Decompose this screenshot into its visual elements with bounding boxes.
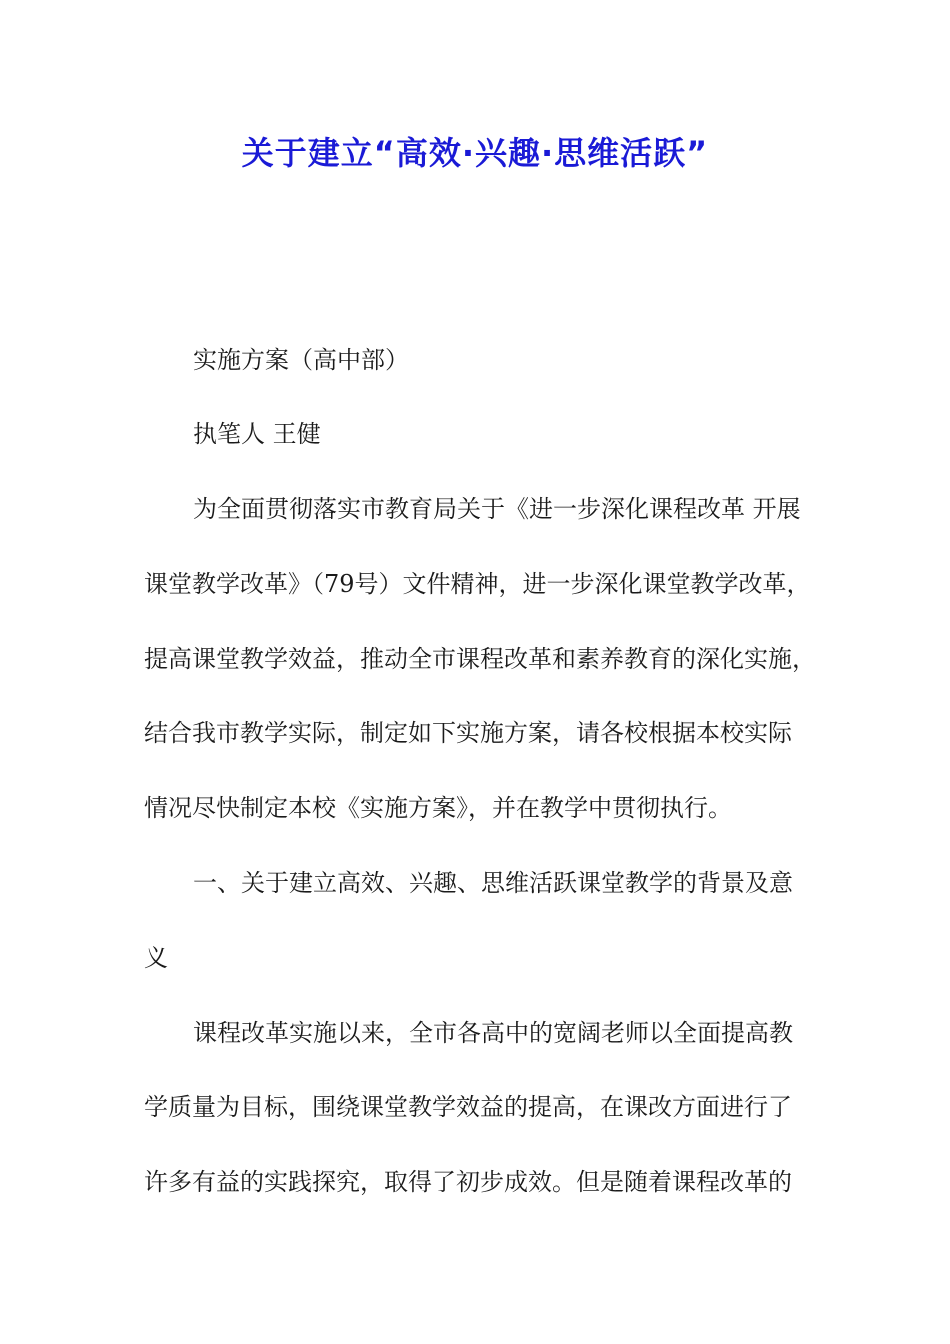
paragraph-line: 为全面贯彻落实市教育局关于《进一步深化课程改革 开展	[193, 495, 801, 523]
paragraph-line: 课程改革实施以来，全市各高中的宽阔老师以全面提高教	[193, 1019, 793, 1047]
paragraph-line: 情况尽快制定本校《实施方案》，并在教学中贯彻执行。	[144, 794, 732, 822]
subtitle-line: 实施方案（高中部）	[193, 346, 409, 374]
paragraph-line: 课堂教学改革》（79号）文件精神，进一步深化课堂教学改革，	[144, 570, 811, 598]
section-heading-line: 义	[144, 944, 168, 972]
paragraph-line: 学质量为目标，围绕课堂教学效益的提高，在课改方面进行了	[144, 1093, 792, 1121]
paragraph-line: 提高课堂教学效益，推动全市课程改革和素养教育的深化实施，	[144, 645, 816, 673]
paragraph-line: 结合我市教学实际，制定如下实施方案，请各校根据本校实际	[144, 719, 792, 747]
paragraph-line: 许多有益的实践探究，取得了初步成效。但是随着课程改革的	[144, 1168, 792, 1196]
section-heading-line: 一、关于建立高效、兴趣、思维活跃课堂教学的背景及意	[193, 869, 793, 897]
author-line: 执笔人 王健	[193, 420, 321, 448]
document-title: 关于建立“高效·兴趣·思维活跃”	[241, 134, 709, 172]
